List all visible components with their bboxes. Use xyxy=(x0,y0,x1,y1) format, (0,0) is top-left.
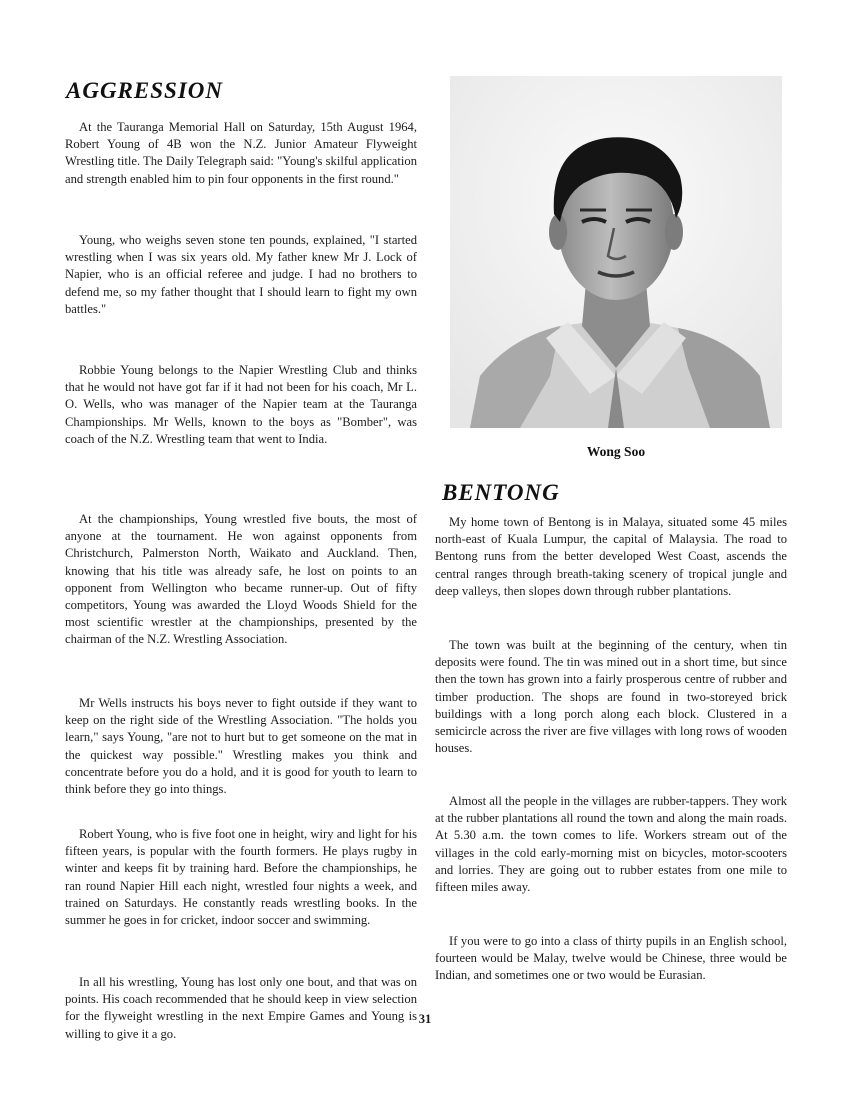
page-number: 31 xyxy=(418,1012,432,1026)
article-title: BENTONG xyxy=(442,480,560,505)
article-paragraph: My home town of Bentong is in Malaya, situated some 45 miles north-east of Kuala Lumpur, the capital of Malaysia. The road to Bentong runs from the better developed West Coast, ascends the central ranges through breath-taking scenery of tropical jungle and deep valleys, then slopes down through rubber plantations. xyxy=(435,515,787,598)
photo-caption: Wong Soo xyxy=(586,444,646,459)
article-paragraph: Robbie Young belongs to the Napier Wrestling Club and thinks that he would not have got far if it had not been for his coach, Mr L. O. Wells, who was manager of the Napier team at the Tauranga Championships. Mr Wells, known to the boys as "Bomber", was coach of the N.Z. Wrestling team that went to India. xyxy=(65,363,417,446)
article-paragraph: The town was built at the beginning of the century, when tin deposits were found. The tin was mined out in a short time, but since then the town has grown into a fairly prosperous centre of rubber and timber production. The shops are found in two-storeyed brick buildings with a long porch along each block. Clustered in a semicircle across the river are five villages with long rows of wooden houses. xyxy=(435,638,787,756)
article-title: AGGRESSION xyxy=(66,78,223,103)
article-paragraph: If you were to go into a class of thirty pupils in an English school, fourteen would be Malay, twelve would be Chinese, three would be Indian, and sometimes one or two would be Eurasian. xyxy=(435,934,787,983)
article-paragraph: In all his wrestling, Young has lost only one bout, and that was on points. His coach recommended that he should keep in view selection for the flyweight wrestling in the next Empire Games and Young is willing to give it a go. xyxy=(65,975,417,1041)
article-paragraph: Mr Wells instructs his boys never to fight outside if they want to keep on the right side of the Wrestling Association. "The holds you learn," says Young, "are not to hurt but to get someone on the mat in the quickest way possible." Wrestling makes you think and concentrate before you do a hold, and it is good for youth to learn to think before they go into things. xyxy=(65,696,417,797)
article-paragraph: At the Tauranga Memorial Hall on Saturday, 15th August 1964, Robert Young of 4B won the N.Z. Junior Amateur Flyweight Wrestling title. The Daily Telegraph said: "Young's skilful application and strength enabled him to pin four opponents in the first round." xyxy=(65,120,417,186)
article-paragraph: Young, who weighs seven stone ten pounds, explained, "I started wrestling when I was six years old. My father knew Mr J. Lock of Napier, who is an official referee and judge. I had no brothers to defend me, so my father thought that I should learn to fight my own battles." xyxy=(65,233,417,316)
portrait-image xyxy=(450,76,782,428)
portrait-photo xyxy=(450,76,782,428)
article-paragraph: Almost all the people in the villages are rubber-tappers. They work at the rubber plantations all round the town and along the main roads. At 5.30 a.m. the town comes to life. Workers stream out of the villages in the cold early-morning mist on bicycles, motor-scooters and lorries. They are going out to rubber estates from one mile to fifteen miles away. xyxy=(435,794,787,895)
article-paragraph: At the championships, Young wrestled five bouts, the most of anyone at the tournament. He won against opponents from Christchurch, Palmerston North, Waikato and Auckland. Then, knowing that his title was already safe, he lost on points to an opponent from Wellington who became runner-up. Out of fifty competitors, Young was awarded the Lloyd Woods Shield for the most scientific wrestler at the championships, presented by the chairman of the N.Z. Wrestling Association. xyxy=(65,512,417,647)
article-paragraph: Robert Young, who is five foot one in height, wiry and light for his fifteen years, is popular with the fourth formers. He plays rugby in winter and keeps fit by training hard. Before the championships, he ran round Napier Hill each night, wrestled four nights a week, and trained on Saturdays. He constantly reads wrestling books. In the summer he goes in for cricket, indoor soccer and swimming. xyxy=(65,827,417,928)
